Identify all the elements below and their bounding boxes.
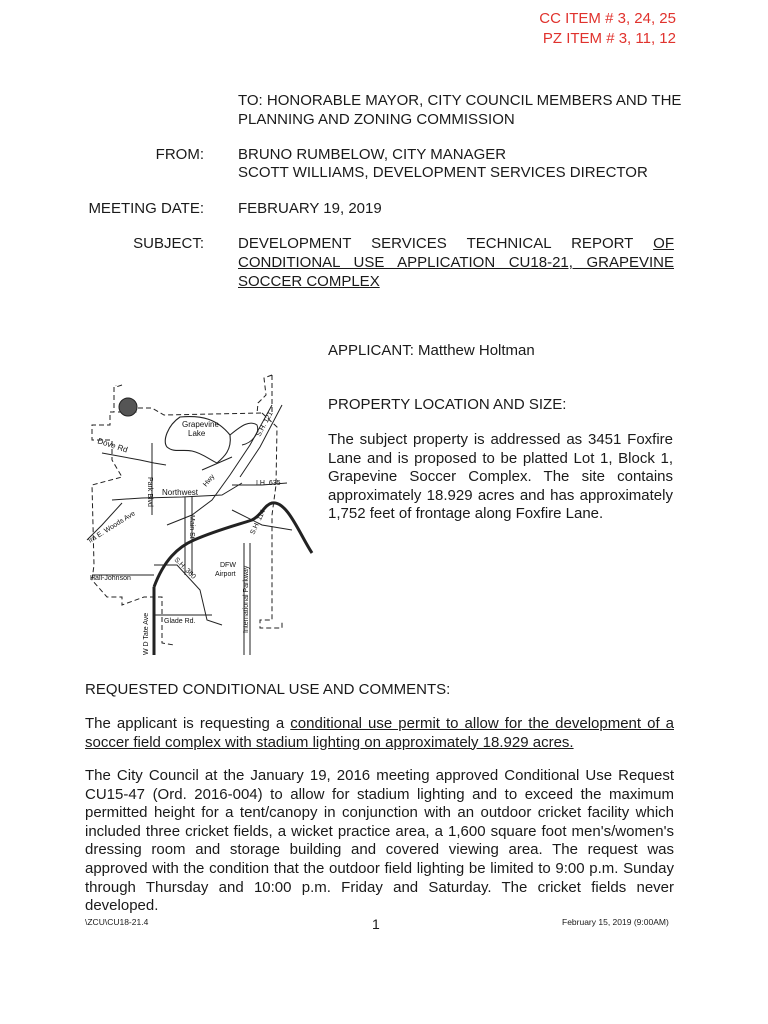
label-dfw: DFW bbox=[220, 562, 236, 569]
cc-item-number: CC ITEM # 3, 24, 25 bbox=[539, 10, 676, 27]
label-ira-woods: Ira E. Woods Ave bbox=[87, 510, 137, 545]
page-number: 1 bbox=[372, 916, 380, 932]
city-boundary bbox=[92, 375, 282, 645]
requested-p1-underlined: conditional use permit to allow for the development of a soccer field complex with stadium lighting on approximately 18.929 acres. bbox=[85, 715, 674, 751]
sh-114 bbox=[154, 503, 312, 655]
label-intl-parkway: International Parkway bbox=[243, 565, 250, 633]
subject-underlined: OF CONDITIONAL USE APPLICATION CU18-21, GRAPEVINE SOCCER COMPLEX bbox=[238, 235, 674, 290]
requested-paragraph-1 bbox=[85, 715, 674, 752]
property-heading: PROPERTY LOCATION AND SIZE: bbox=[328, 396, 567, 413]
label-ih-635: I.H. 635 bbox=[256, 480, 281, 487]
label-hall-johnson: Hall-Johnson bbox=[90, 575, 131, 582]
property-body: The subject property is addressed as 3451 Foxfire Lane and is proposed to be platted Lot 1, Block 1, Grapevine Soccer Complex. The site contains approximately 18.929 acres and has approximately 1,752 feet of frontage along Foxfire Lane. bbox=[328, 431, 673, 523]
subject-text bbox=[238, 234, 674, 291]
meeting-date: FEBRUARY 19, 2019 bbox=[238, 200, 382, 217]
label-glade-rd: Glade Rd. bbox=[164, 618, 196, 625]
requested-heading: REQUESTED CONDITIONAL USE AND COMMENTS: bbox=[85, 681, 451, 698]
meeting-date-label: MEETING DATE: bbox=[88, 200, 204, 217]
requested-p1-plain: The applicant is requesting a bbox=[85, 715, 291, 732]
memo-to: TO: HONORABLE MAYOR, CITY COUNCIL MEMBERS AND THE PLANNING AND ZONING COMMISSION bbox=[238, 92, 682, 128]
label-lake: Lake bbox=[188, 429, 206, 438]
footer-path: \ZCU\CU18-21.4 bbox=[85, 917, 149, 927]
label-sh-360: S.H. 360 bbox=[172, 556, 197, 581]
subject-plain: DEVELOPMENT SERVICES TECHNICAL REPORT bbox=[238, 235, 654, 252]
label-airport: Airport bbox=[215, 571, 236, 578]
from-line-1: BRUNO RUMBELOW, CITY MANAGER bbox=[238, 146, 507, 163]
label-park-blvd: Park Blvd bbox=[146, 477, 153, 507]
label-sh-121: S.H. 121 bbox=[255, 410, 275, 438]
location-map bbox=[82, 365, 322, 665]
label-wd-tate: W D Tate Ave bbox=[143, 612, 150, 655]
label-sh-114: S.H. 114 bbox=[249, 508, 268, 536]
label-grapevine: Grapevine bbox=[182, 420, 219, 429]
label-hwy: Hwy bbox=[202, 473, 217, 489]
subject-label: SUBJECT: bbox=[133, 235, 204, 252]
applicant: APPLICANT: Matthew Holtman bbox=[328, 342, 535, 359]
label-dove-rd: Dove Rd bbox=[96, 436, 129, 455]
from-label: FROM: bbox=[155, 146, 204, 163]
from-line-2: SCOTT WILLIAMS, DEVELOPMENT SERVICES DIRECTOR bbox=[238, 164, 648, 181]
label-main-st: Main St bbox=[188, 515, 195, 539]
footer-date: February 15, 2019 (9:00AM) bbox=[562, 917, 669, 927]
label-northwest: Northwest bbox=[162, 488, 199, 497]
site-location-marker bbox=[119, 398, 137, 416]
requested-paragraph-2: The City Council at the January 19, 2016 meeting approved Conditional Use Request CU15-47 (Ord. 2016-004) to allow for stadium lighting and to exceed the maximum permitted height for a tent/canopy in conjunction with an outdoor cricket facility which included three cricket fields, a wicket practice area, a 1,600 square foot men's/women's dressing room and storage building and covered viewing area. The request was approved with the condition that the outdoor field lighting be limited to 9:00 p.m. Sunday through Thursday and 10:00 p.m. Friday and Saturday. The cricket fields never developed. bbox=[85, 767, 674, 915]
pz-item-number: PZ ITEM # 3, 11, 12 bbox=[542, 30, 676, 47]
